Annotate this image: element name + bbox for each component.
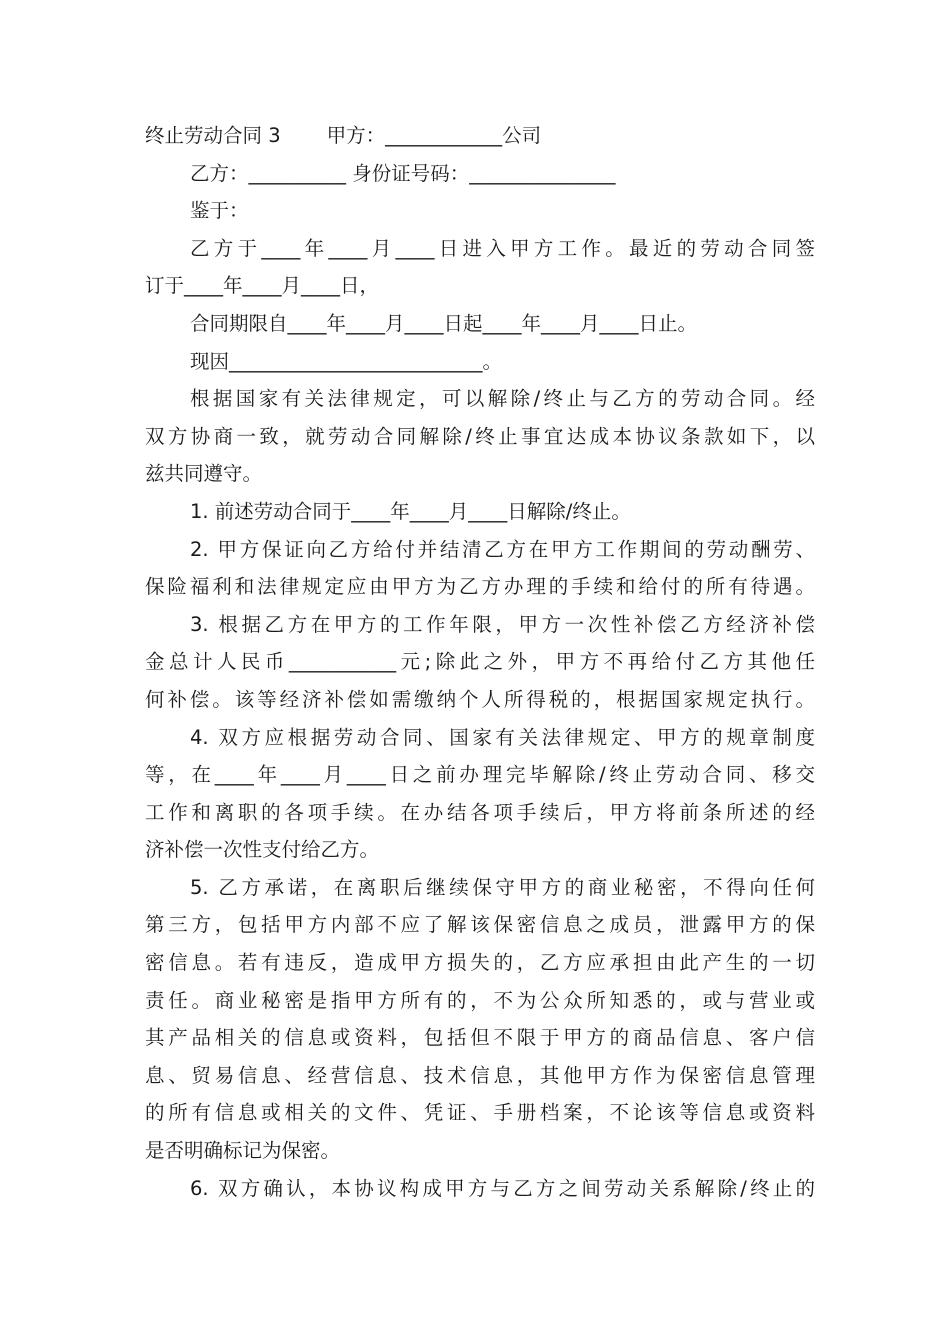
paragraph-line: 何补偿。该等经济补偿如需缴纳个人所得税的，根据国家规定执行。 (145, 687, 815, 711)
whereas-heading: 鉴于： (190, 199, 249, 223)
paragraph-line: 金总计人民币___________元;除此之外，甲方不再给付乙方其他任 (145, 650, 815, 674)
paragraph-line: 乙方于____年____月____日进入甲方工作。最近的劳动合同签 (190, 236, 815, 260)
paragraph-line: 等，在____年____月____日之前办理完毕解除/终止劳动合同、移交 (145, 763, 815, 787)
paragraph-line: 双方协商一致，就劳动合同解除/终止事宜达成本协议条款如下，以 (145, 424, 815, 448)
clause-2: 2. 甲方保证向乙方给付并结清乙方在甲方工作期间的劳动酬劳、 (190, 537, 815, 561)
clause-1: 1. 前述劳动合同于____年____月____日解除/终止。 (190, 499, 631, 523)
clause-3: 3. 根据乙方在甲方的工作年限，甲方一次性补偿乙方经济补偿 (190, 612, 815, 636)
clause-6: 6. 双方确认，本协议构成甲方与乙方之间劳动关系解除/终止的 (190, 1176, 815, 1200)
party-a-line: 甲方：____________公司 (326, 124, 542, 147)
paragraph-line: 保险福利和法律规定应由甲方为乙方办理的手续和给付的所有待遇。 (145, 575, 815, 599)
paragraph-line: 是否明确标记为保密。 (145, 1139, 341, 1163)
paragraph-line: 密信息。若有违反，造成甲方损失的，乙方应承担由此产生的一切 (145, 951, 815, 975)
paragraph-line: 第三方，包括甲方内部不应了解该保密信息之成员，泄露甲方的保 (145, 913, 815, 937)
paragraph-line: 的所有信息或相关的文件、凭证、手册档案，不论该等信息或资料 (145, 1101, 815, 1125)
title-line (145, 117, 815, 155)
paragraph-line: 合同期限自____年____月____日起____年____月____日止。 (190, 311, 698, 335)
paragraph-line: 济补偿一次性支付给乙方。 (145, 838, 380, 862)
paragraph-line: 根据国家有关法律规定，可以解除/终止与乙方的劳动合同。经 (190, 387, 815, 411)
document-page (145, 117, 815, 1207)
party-b-line: 乙方：__________ 身份证号码：_______________ (190, 161, 616, 185)
paragraph-line: 兹共同遵守。 (145, 462, 263, 486)
paragraph-line: 工作和离职的各项手续。在办结各项手续后，甲方将前条所述的经 (145, 800, 815, 824)
paragraph-line: 责任。商业秘密是指甲方所有的，不为公众所知悉的，或与营业或 (145, 988, 815, 1012)
paragraph-line: 现因__________________________。 (190, 349, 503, 373)
paragraph-line: 其产品相关的信息或资料，包括但不限于甲方的商品信息、客户信 (145, 1026, 815, 1050)
clause-4: 4. 双方应根据劳动合同、国家有关法律规定、甲方的规章制度 (190, 725, 815, 749)
paragraph-line: 息、贸易信息、经营信息、技术信息，其他甲方作为保密信息管理 (145, 1063, 815, 1087)
document-title: 终止劳动合同 3 (145, 124, 281, 147)
paragraph-line: 订于____年____月____日， (145, 274, 380, 298)
clause-5: 5. 乙方承诺，在离职后继续保守甲方的商业秘密，不得向任何 (190, 875, 815, 899)
